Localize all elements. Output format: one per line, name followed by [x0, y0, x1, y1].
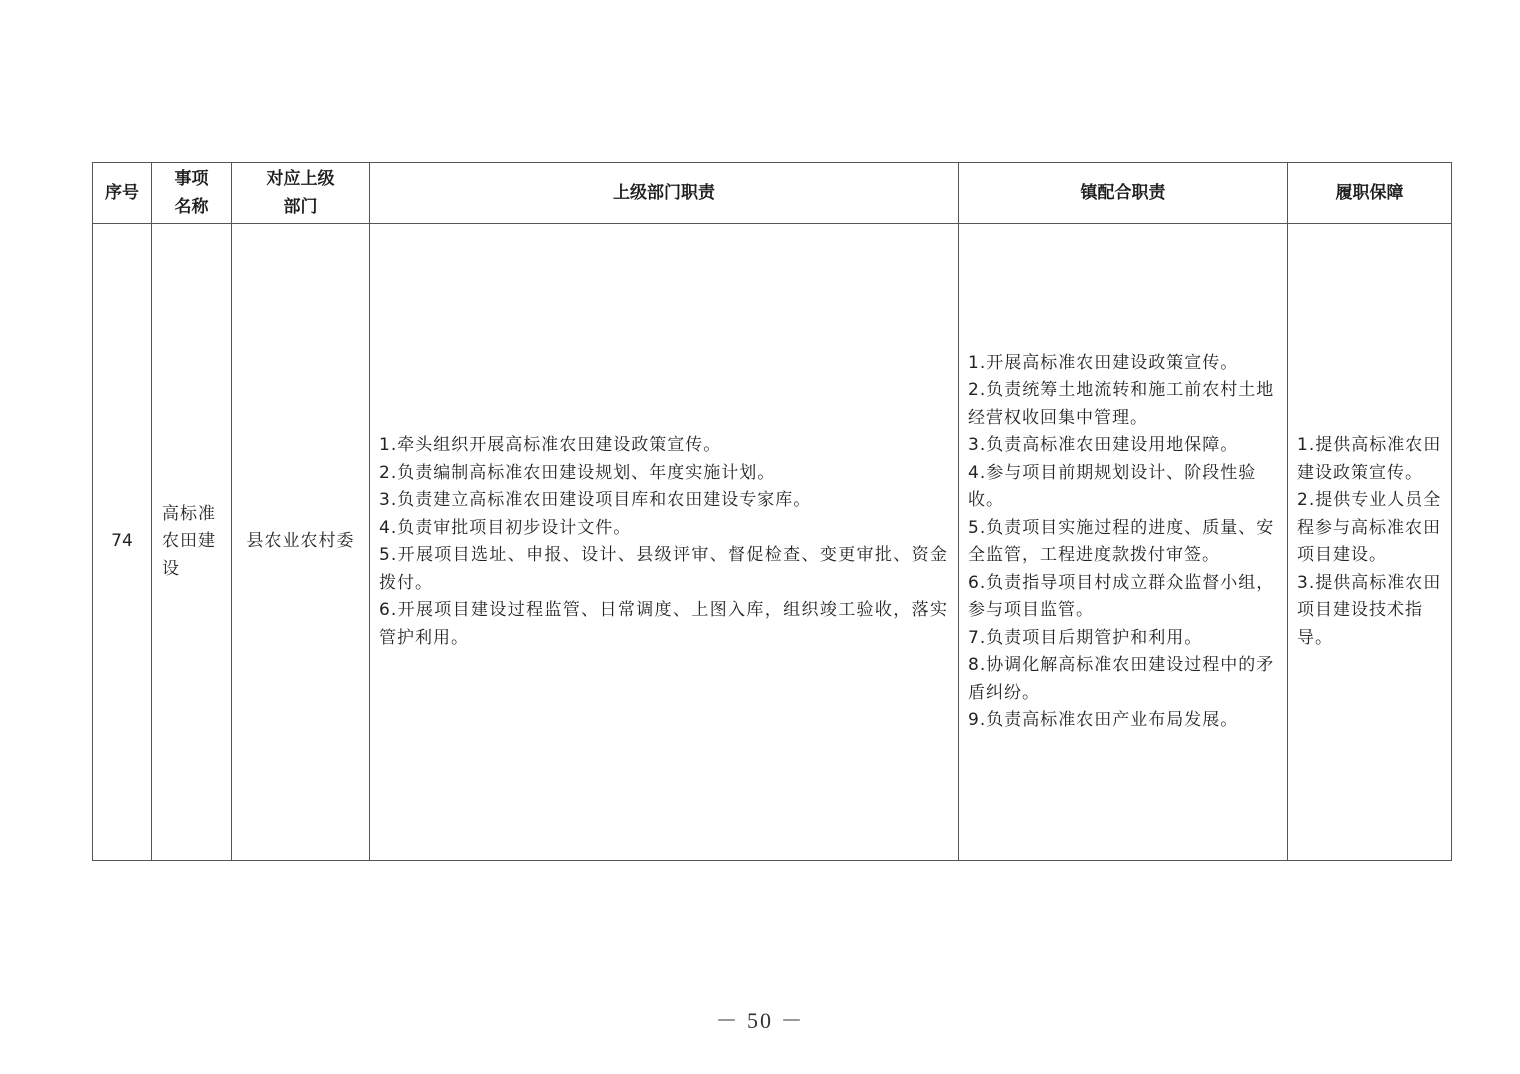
upper-duty-item: 4.负责审批项目初步设计文件。	[379, 517, 632, 538]
town-duty-item: 2.负责统筹土地流转和施工前农村土地经营权收回集中管理。	[968, 380, 1275, 428]
header-dept-line-2: 部门	[283, 197, 318, 217]
cell-upper-duties	[370, 224, 959, 861]
header-seq: 序号	[93, 163, 152, 224]
guarantee-item: 1.提供高标准农田建设政策宣传。	[1297, 435, 1442, 483]
cell-guarantees	[1288, 224, 1452, 861]
header-item-name-line-1: 事项	[174, 169, 209, 189]
header-item-name-line-2: 名称	[174, 197, 209, 217]
header-item-name	[152, 163, 232, 224]
upper-duty-item: 1.牵头组织开展高标准农田建设政策宣传。	[379, 435, 722, 455]
header-upper-duty: 上级部门职责	[370, 163, 959, 224]
cell-item-name: 高标准农田建设	[152, 224, 232, 861]
page-number: － 50 －	[715, 1008, 805, 1033]
town-duty-item: 8.协调化解高标准农田建设过程中的矛盾纠纷。	[968, 655, 1275, 703]
guarantee-item: 2.提供专业人员全程参与高标准农田项目建设。	[1297, 490, 1442, 565]
town-duty-item: 5.负责项目实施过程的进度、质量、安全监管，工程进度款拨付审签。	[968, 517, 1275, 565]
header-dept	[232, 163, 370, 224]
town-duty-item: 4.参与项目前期规划设计、阶段性验收。	[968, 462, 1257, 510]
upper-duty-item: 3.负责建立高标准农田建设项目库和农田建设专家库。	[379, 490, 812, 510]
header-dept-line-1: 对应上级	[266, 169, 335, 189]
cell-town-duties	[959, 224, 1288, 861]
upper-duty-item: 5.开展项目选址、申报、设计、县级评审、督促检查、变更审批、资金拨付。	[379, 545, 948, 593]
town-duty-item: 9.负责高标准农田产业布局发展。	[968, 710, 1239, 730]
table-row	[93, 224, 1452, 861]
town-duty-item: 6.负责指导项目村成立群众监督小组，参与项目监管。	[968, 572, 1275, 620]
header-guarantee: 履职保障	[1288, 163, 1452, 224]
upper-duty-item: 2.负责编制高标准农田建设规划、年度实施计划。	[379, 462, 776, 483]
cell-dept: 县农业农村委	[232, 224, 370, 861]
town-duty-item: 7.负责项目后期管护和利用。	[968, 627, 1203, 648]
table-header-row	[93, 163, 1452, 224]
header-town-duty: 镇配合职责	[959, 163, 1288, 224]
town-duty-item: 1.开展高标准农田建设政策宣传。	[968, 352, 1239, 373]
upper-duty-item: 6.开展项目建设过程监管、日常调度、上图入库，组织竣工验收，落实管护利用。	[379, 600, 948, 648]
duty-table	[92, 162, 1452, 861]
cell-seq: 74	[93, 224, 152, 861]
guarantee-item: 3.提供高标准农田项目建设技术指导。	[1297, 572, 1442, 648]
town-duty-item: 3.负责高标准农田建设用地保障。	[968, 435, 1239, 455]
